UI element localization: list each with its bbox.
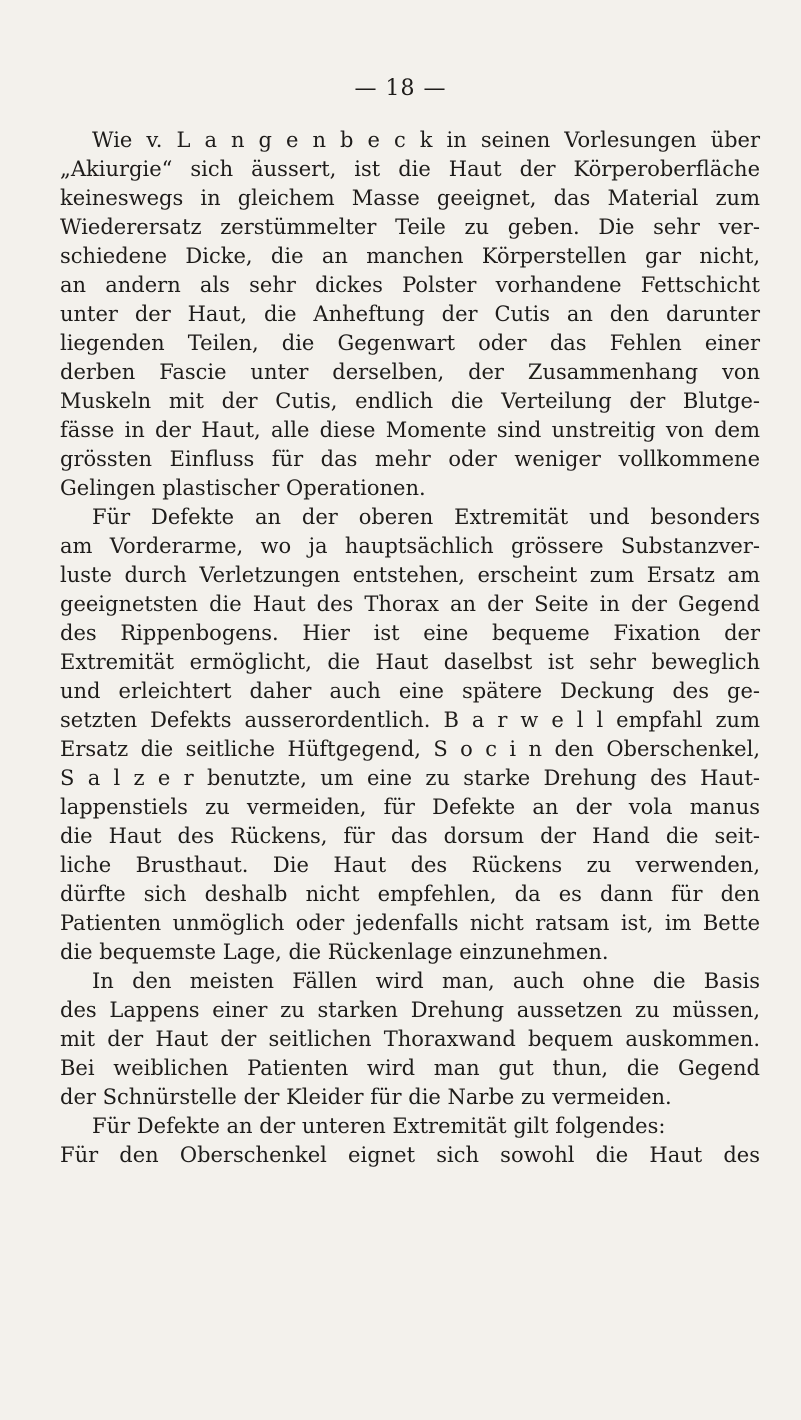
text-line: liegenden Teilen, die Gegenwart oder das Fehlen einer [60, 331, 760, 355]
text-line: Für Defekte an der unteren Extremität gilt folgendes: [92, 1114, 666, 1138]
text-line: mit der Haut der seitlichen Thoraxwand bequem auskommen. [60, 1027, 760, 1051]
text-line: des Lappens einer zu starken Drehung aussetzen zu müssen, [60, 998, 760, 1022]
text-line: Für Defekte an der oberen Extremität und besonders [92, 505, 760, 529]
text-line: schiedene Dicke, die an manchen Körperstellen gar nicht, [60, 244, 760, 268]
text-line: grössten Einfluss für das mehr oder weniger vollkommene [60, 447, 760, 471]
text-line: Für den Oberschenkel eignet sich sowohl die Haut des [60, 1143, 760, 1167]
text-line: Extremität ermöglicht, die Haut daselbst ist sehr beweglich [60, 650, 760, 674]
page-number: — 18 — [354, 76, 447, 101]
text-line: Bei weiblichen Patienten wird man gut thun, die Gegend [60, 1056, 760, 1080]
text-line: „Akiurgie“ sich äussert, ist die Haut der Körperoberfläche [60, 157, 760, 181]
text-line: der Schnürstelle der Kleider für die Narbe zu vermeiden. [60, 1085, 672, 1109]
text-line: des Rippenbogens. Hier ist eine bequeme Fixation der [60, 621, 760, 645]
text-line: die Haut des Rückens, für das dorsum der Hand die seit- [60, 824, 760, 848]
text-line: Muskeln mit der Cutis, endlich die Verteilung der Blutge- [60, 389, 760, 413]
text-line: geeignetsten die Haut des Thorax an der Seite in der Gegend [60, 592, 760, 616]
text-line: Wiederersatz zerstümmelter Teile zu geben. Die sehr ver- [60, 215, 760, 239]
text-line: dürfte sich deshalb nicht empfehlen, da es dann für den [60, 882, 760, 906]
text-line: fässe in der Haut, alle diese Momente sind unstreitig von dem [60, 418, 760, 442]
text-line: keineswegs in gleichem Masse geeignet, das Material zum [60, 186, 760, 210]
text-line: unter der Haut, die Anheftung der Cutis an den darunter [60, 302, 760, 326]
text-line: lappenstiels zu vermeiden, für Defekte an der vola manus [60, 795, 760, 819]
text-line: setzten Defekts ausserordentlich. B a r w e l l empfahl zum [60, 708, 760, 732]
text-line: an andern als sehr dickes Polster vorhandene Fettschicht [60, 273, 760, 297]
text-line: Gelingen plastischer Operationen. [60, 476, 426, 500]
text-line: derben Fascie unter derselben, der Zusammenhang von [60, 360, 760, 384]
text-line: luste durch Verletzungen entstehen, erscheint zum Ersatz am [60, 563, 760, 587]
text-line: liche Brusthaut. Die Haut des Rückens zu verwenden, [60, 853, 760, 877]
text-line: und erleichtert daher auch eine spätere Deckung des ge- [60, 679, 760, 703]
body-text [60, 126, 760, 1170]
text-line: Patienten unmöglich oder jedenfalls nicht ratsam ist, im Bette [60, 911, 760, 935]
text-line: Wie v. L a n g e n b e c k in seinen Vorlesungen über [92, 128, 760, 152]
text-line: am Vorderarme, wo ja hauptsächlich grössere Substanzver- [60, 534, 760, 558]
text-line: In den meisten Fällen wird man, auch ohne die Basis [92, 969, 760, 993]
text-line: Ersatz die seitliche Hüftgegend, S o c i n den Oberschenkel, [60, 737, 760, 761]
text-line: S a l z e r benutzte, um eine zu starke Drehung des Haut- [60, 766, 760, 790]
text-line: die bequemste Lage, die Rückenlage einzunehmen. [60, 940, 609, 964]
